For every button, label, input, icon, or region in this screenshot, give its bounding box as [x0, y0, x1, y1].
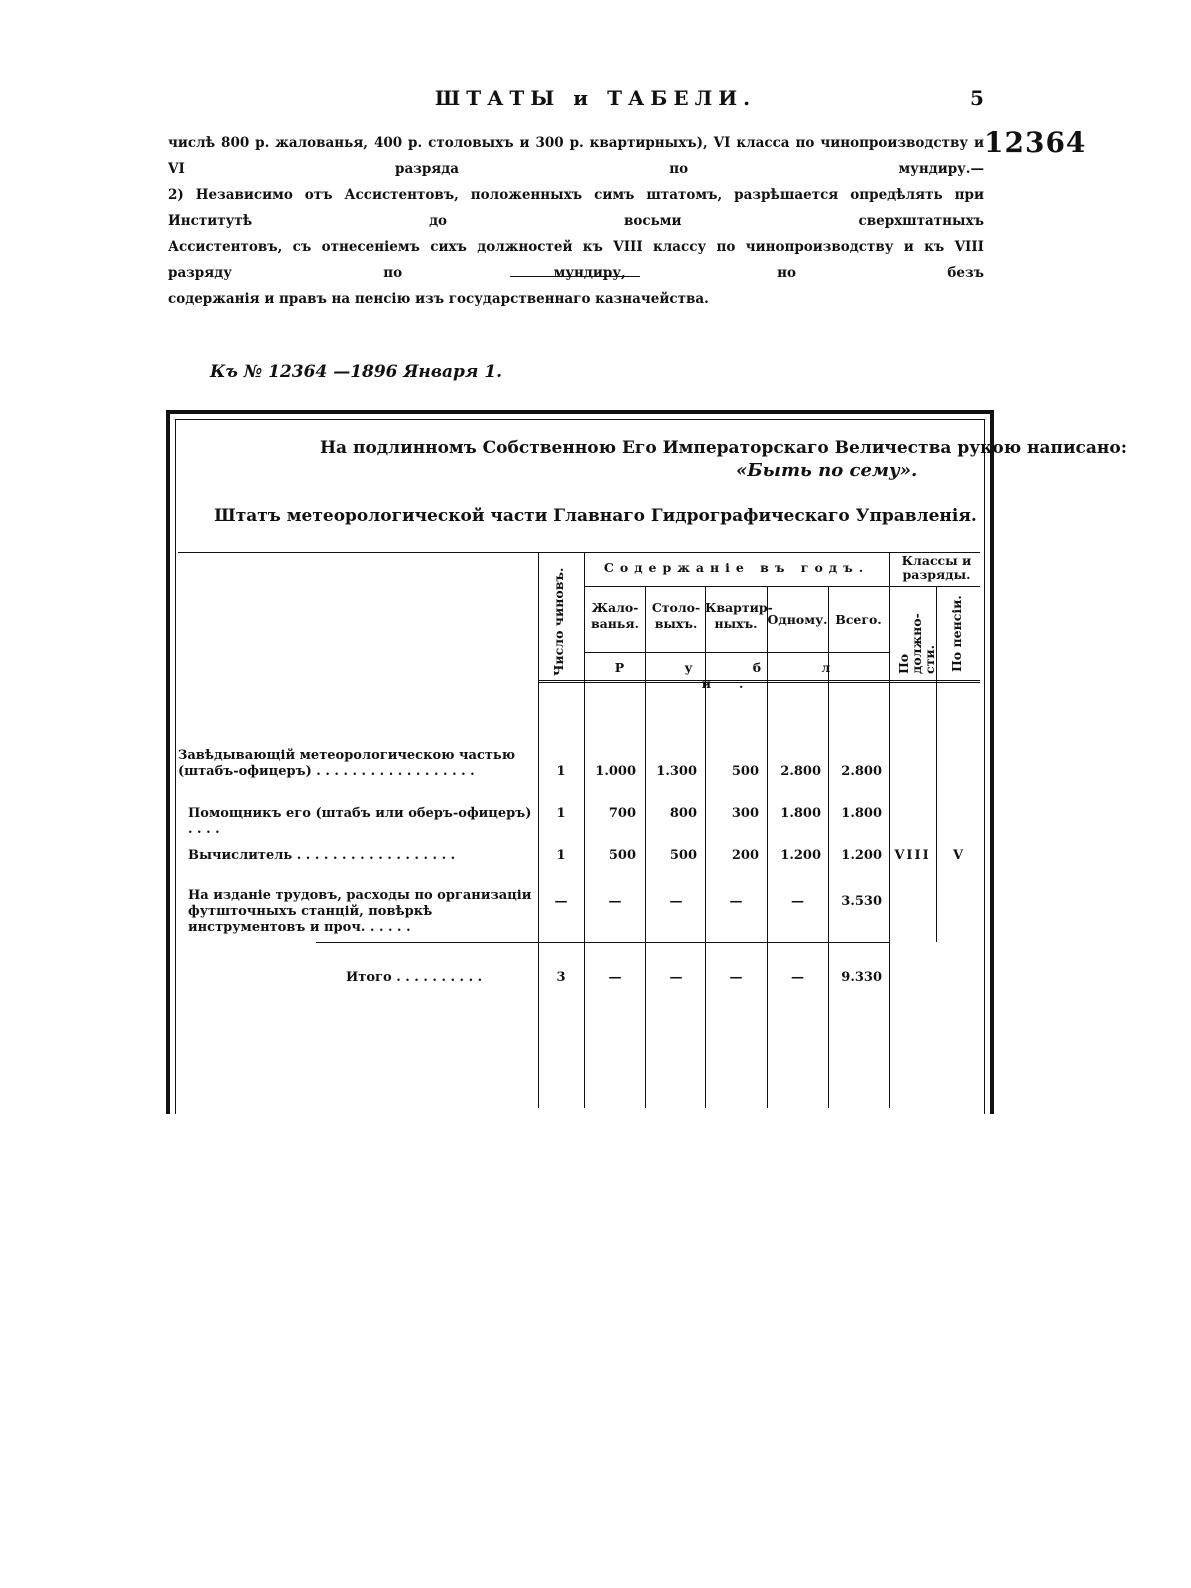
leader-dots: . . . . . . . . . . . . . . . . . .	[296, 848, 456, 863]
intro-line: Ассистентовъ, съ отнесеніемъ сихъ должностей къ VIII классу по чинопроизводству и къ VIII разряду по мундиру, но безъ	[168, 239, 984, 281]
cell-count: —	[554, 894, 568, 909]
header-count: Число чиновъ.	[551, 567, 566, 676]
row-label-text: Помощникъ его (штабъ или оберъ-офицеръ)	[188, 806, 532, 821]
cell-count: 1	[556, 806, 566, 821]
cell-per-one: 1.200	[780, 848, 821, 863]
cell-quarters: —	[729, 894, 743, 909]
header-classes-group: Классы и разряды.	[901, 553, 972, 582]
header-salary-group: Содержаніе въ годъ.	[603, 560, 870, 575]
running-title: ШТАТЫ и ТАБЕЛИ.	[434, 86, 757, 110]
cell-total: 1.800	[841, 806, 882, 821]
cell-salary: —	[608, 894, 622, 909]
subtotal-rule	[316, 942, 889, 943]
row-label-text: Завѣдывающій метеорологическою частью (штабъ-офицеръ)	[178, 748, 516, 779]
total-table-money: —	[669, 970, 683, 985]
staff-title: Штатъ метеорологической части Главнаго Гидрографическаго Управленія.	[214, 506, 977, 526]
cell-quarters: 500	[731, 764, 759, 779]
intro-paragraph	[168, 130, 984, 312]
total-per-one: —	[791, 970, 804, 985]
row-label-text: На изданіе трудовъ, расходы по организаціи футшточныхъ станцій, повѣркѣ инструментовъ и проч.	[188, 888, 532, 935]
cell-table-money: 800	[669, 806, 697, 821]
leader-dots: . . . . .	[369, 920, 411, 935]
reference-line: Къ № 12364 —1896 Января 1.	[210, 362, 503, 382]
header-subrule	[584, 586, 889, 587]
header-salary	[586, 600, 644, 632]
cell-total: 2.800	[841, 764, 882, 779]
header-subrule	[889, 586, 980, 587]
cell-quarters: 300	[731, 806, 759, 821]
total-row-label	[346, 970, 532, 986]
cell-total: 3.530	[841, 894, 882, 909]
row-label-text: Вычислитель	[188, 848, 293, 863]
cell-total: 1.200	[841, 848, 882, 863]
col-divider	[584, 552, 585, 1108]
header-table-money	[647, 600, 705, 632]
leader-dots: . . . . . . . . . .	[396, 970, 483, 985]
cell-count: 1	[556, 764, 566, 779]
cell-table-money: —	[669, 894, 683, 909]
header-subrule	[584, 652, 889, 653]
intro-line: 2) Независимо отъ Ассистентовъ, положенныхъ симъ штатомъ, разрѣшается опредѣлять при Институтѣ до восьми сверхштатныхъ	[168, 187, 984, 229]
header-quarters-text: Квартир- ныхъ.	[705, 600, 773, 631]
cell-per-one: 1.800	[780, 806, 821, 821]
total-total: 9.330	[841, 970, 882, 985]
cell-table-money: 500	[669, 848, 697, 863]
table-row-label	[188, 806, 532, 838]
total-count: 3	[556, 970, 566, 985]
approval-resolution: «Быть по сему».	[736, 460, 918, 481]
cell-salary: 500	[608, 848, 636, 863]
cell-per-one: 2.800	[780, 764, 821, 779]
header-total: Всего.	[835, 612, 882, 627]
leader-dots: . . . . . . . . . . . . . . . . . .	[316, 764, 475, 779]
table-row-label	[188, 848, 532, 864]
cell-salary: 1.000	[595, 764, 636, 779]
document-number: 12364	[984, 126, 1087, 159]
col-divider	[889, 552, 890, 1108]
header-units: Р у б л и.	[614, 660, 859, 691]
cell-quarters: 200	[731, 848, 759, 863]
cell-per-one: —	[791, 894, 804, 909]
col-divider	[936, 586, 937, 942]
total-salary: —	[608, 970, 622, 985]
table-top-rule	[178, 552, 980, 553]
cell-by-post: VIII	[894, 848, 931, 863]
page-number: 5	[970, 86, 984, 110]
intro-line: содержанія и правъ на пенсію изъ государственнаго казначейства.	[168, 291, 709, 307]
header-salary-text: Жало- ванья.	[590, 600, 639, 631]
cell-count: 1	[556, 848, 566, 863]
cell-by-pension: V	[952, 848, 964, 863]
table-row-label	[178, 748, 532, 780]
header-table-money-text: Столо- выхъ.	[651, 600, 701, 631]
header-by-post: По должно- сти.	[896, 613, 937, 674]
cell-table-money: 1.300	[656, 764, 697, 779]
leader-dots: . . . .	[188, 822, 220, 837]
total-quarters: —	[729, 970, 743, 985]
header-per-one: Одному.	[767, 612, 828, 627]
section-divider	[510, 276, 640, 277]
header-by-pension: По пенсіи.	[949, 595, 964, 672]
intro-line: числѣ 800 р. жалованья, 400 р. столовыхъ и 300 р. квартирныхъ), VI класса по чинопроизводству и VI разряда по мундиру.—	[168, 135, 984, 177]
total-label-text: Итого	[346, 970, 392, 985]
approval-text: На подлинномъ Собственною Его Императорскаго Величества рукою написано:	[320, 438, 1127, 458]
table-row-label	[188, 888, 532, 936]
col-divider	[538, 552, 539, 1108]
cell-salary: 700	[608, 806, 636, 821]
header-quarters	[705, 600, 773, 632]
